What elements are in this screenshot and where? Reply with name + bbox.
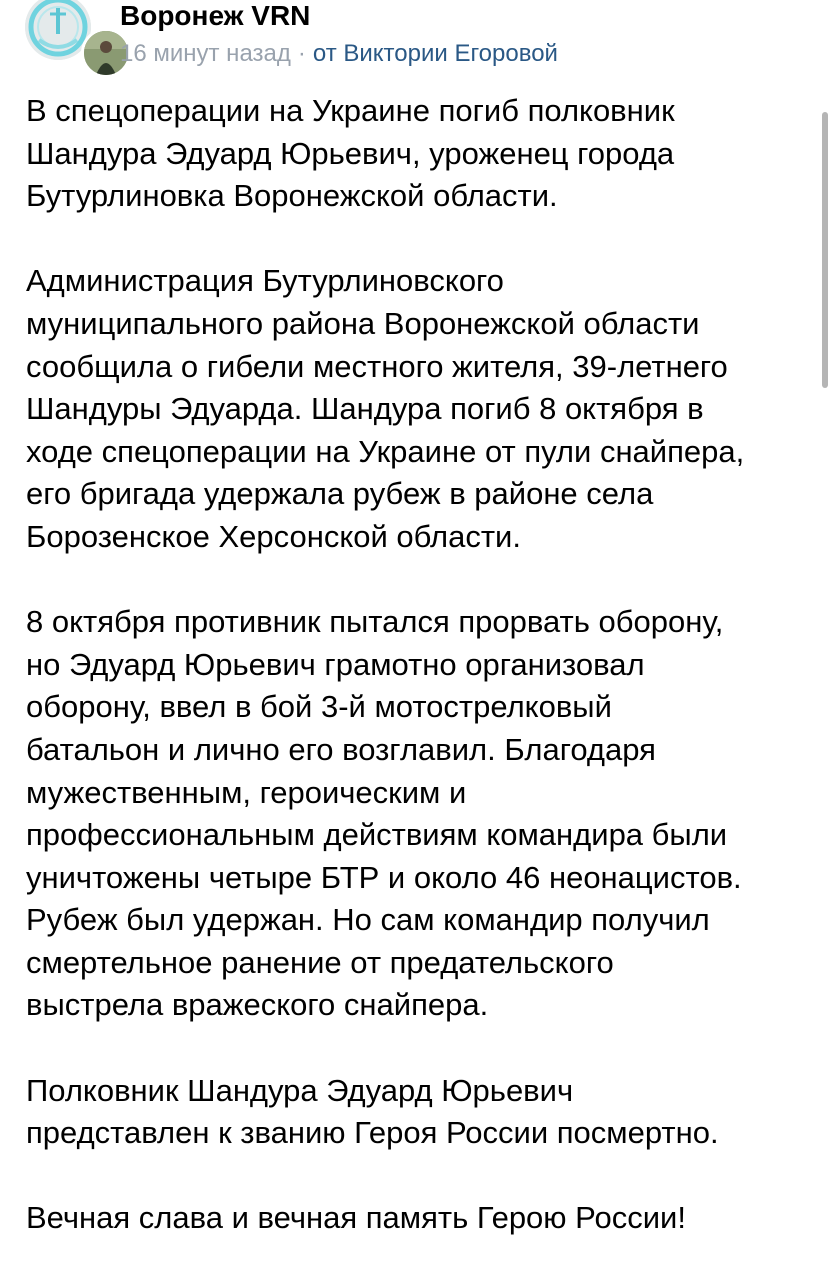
post-header: [0, 0, 836, 80]
group-name[interactable]: Воронеж VRN: [120, 0, 311, 31]
post-paragraph: Вечная слава и вечная память Герою России!: [26, 1200, 686, 1236]
post-paragraph: Полковник Шандура Эдуард Юрьевич представлен к званию Героя России посмертно.: [26, 1072, 719, 1151]
post-paragraph: В спецоперации на Украине погиб полковник Шандура Эдуард Юрьевич, уроженец города Бутурлиновка Воронежской области.: [26, 93, 675, 214]
post-time[interactable]: 16 минут назад: [120, 40, 291, 67]
author-link[interactable]: от Виктории Егоровой: [312, 40, 558, 67]
meta-separator: ·: [297, 40, 306, 67]
scrollbar-thumb[interactable]: [822, 112, 828, 388]
post-paragraph: 8 октября противник пытался прорвать оборону, но Эдуард Юрьевич грамотно организовал оборону, ввел в бой 3-й мотострелковый батальон и лично его возглавил. Благодаря мужественным, героическим и профессиональным действиям командира были уничтожены четыре БТР и около 46 неонацистов. Рубеж был удержан. Но сам командир получил смертельное ранение от предательского выстрела вражеского снайпера.: [26, 604, 742, 1023]
post-paragraph: Администрация Бутурлиновского муниципального района Воронежской области сообщила о гибели местного жителя, 39-летнего Шандуры Эдуарда. Шандура погиб 8 октября в ходе спецоперации на Украине от пули снайпера, его бригада удержала рубеж в районе села Борозенское Херсонской области.: [26, 263, 745, 554]
post-text: [26, 90, 816, 1240]
avatar-group: [25, 0, 105, 72]
post-meta: [120, 40, 558, 68]
